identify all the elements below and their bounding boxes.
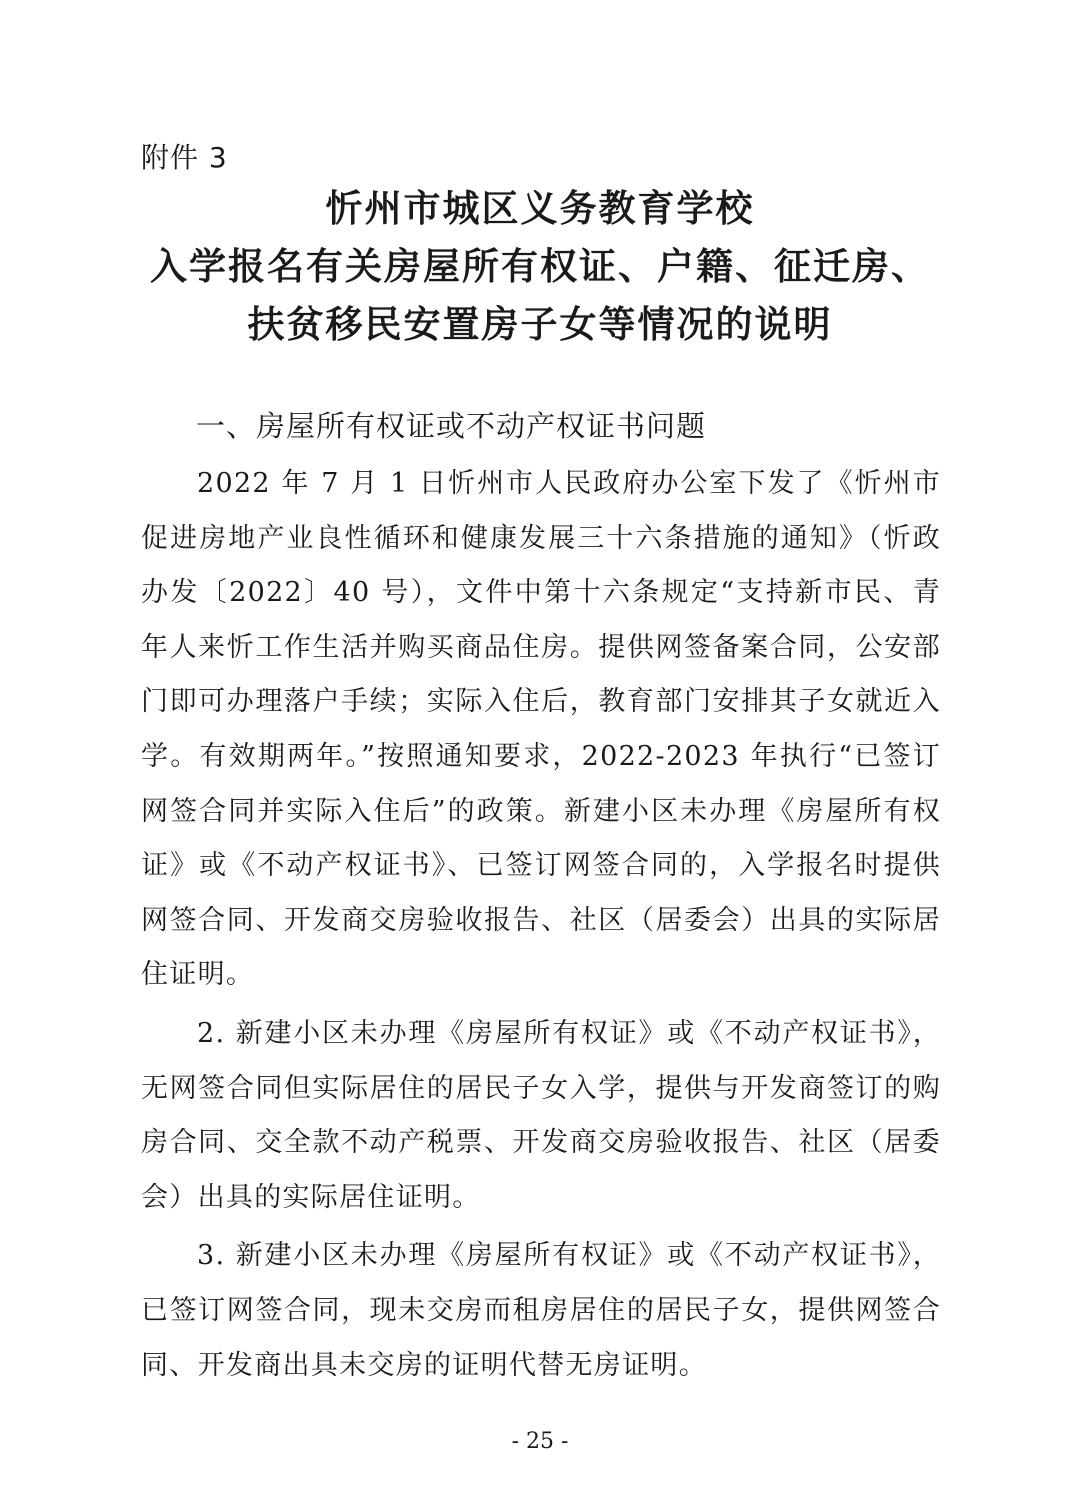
page-number: - 25 - <box>511 1429 569 1454</box>
paragraph-1: 2022 年 7 月 1 日忻州市人民政府办公室下发了《忻州市促进房地产业良性循环和健康发展三十六条措施的通知》（忻政办发〔2022〕40 号），文件中第十六条规定“支持新市民、青年人来忻工作生活并购买商品住房。提供网签备案合同，公安部门即可办理落户手续；实际入住后，教育部门安排其子女就近入学。有效期两年。”按照通知要求，2022-2023 年执行“已签订网签合同并实际入住后”的政策。新建小区未办理《房屋所有权证》或《不动产权证书》、已签订网签合同的，入学报名时提供网签合同、开发商交房验收报告、社区（居委会）出具的实际居住证明。 <box>141 468 941 991</box>
title-line-3: 扶贫移民安置房子女等情况的说明 <box>247 303 833 346</box>
document-title <box>100 180 980 354</box>
attachment-label: 附件 3 <box>141 141 228 174</box>
title-line-1: 忻州市城区义务教育学校 <box>325 187 755 230</box>
title-line-2: 入学报名有关房屋所有权证、户籍、征迁房、 <box>150 245 930 288</box>
document-body <box>141 457 941 1393</box>
paragraph-2: 2. 新建小区未办理《房屋所有权证》或《不动产权证书》，无网签合同但实际居住的居民子女入学，提供与开发商签订的购房合同、交全款不动产税票、开发商交房验收报告、社区（居委会）出具的实际居住证明。 <box>141 1017 941 1213</box>
section-heading: 一、房屋所有权证或不动产权证书问题 <box>196 409 707 443</box>
paragraph-3: 3. 新建小区未办理《房屋所有权证》或《不动产权证书》，已签订网签合同，现未交房而租房居住的居民子女，提供网签合同、开发商出具未交房的证明代替无房证明。 <box>141 1240 941 1381</box>
